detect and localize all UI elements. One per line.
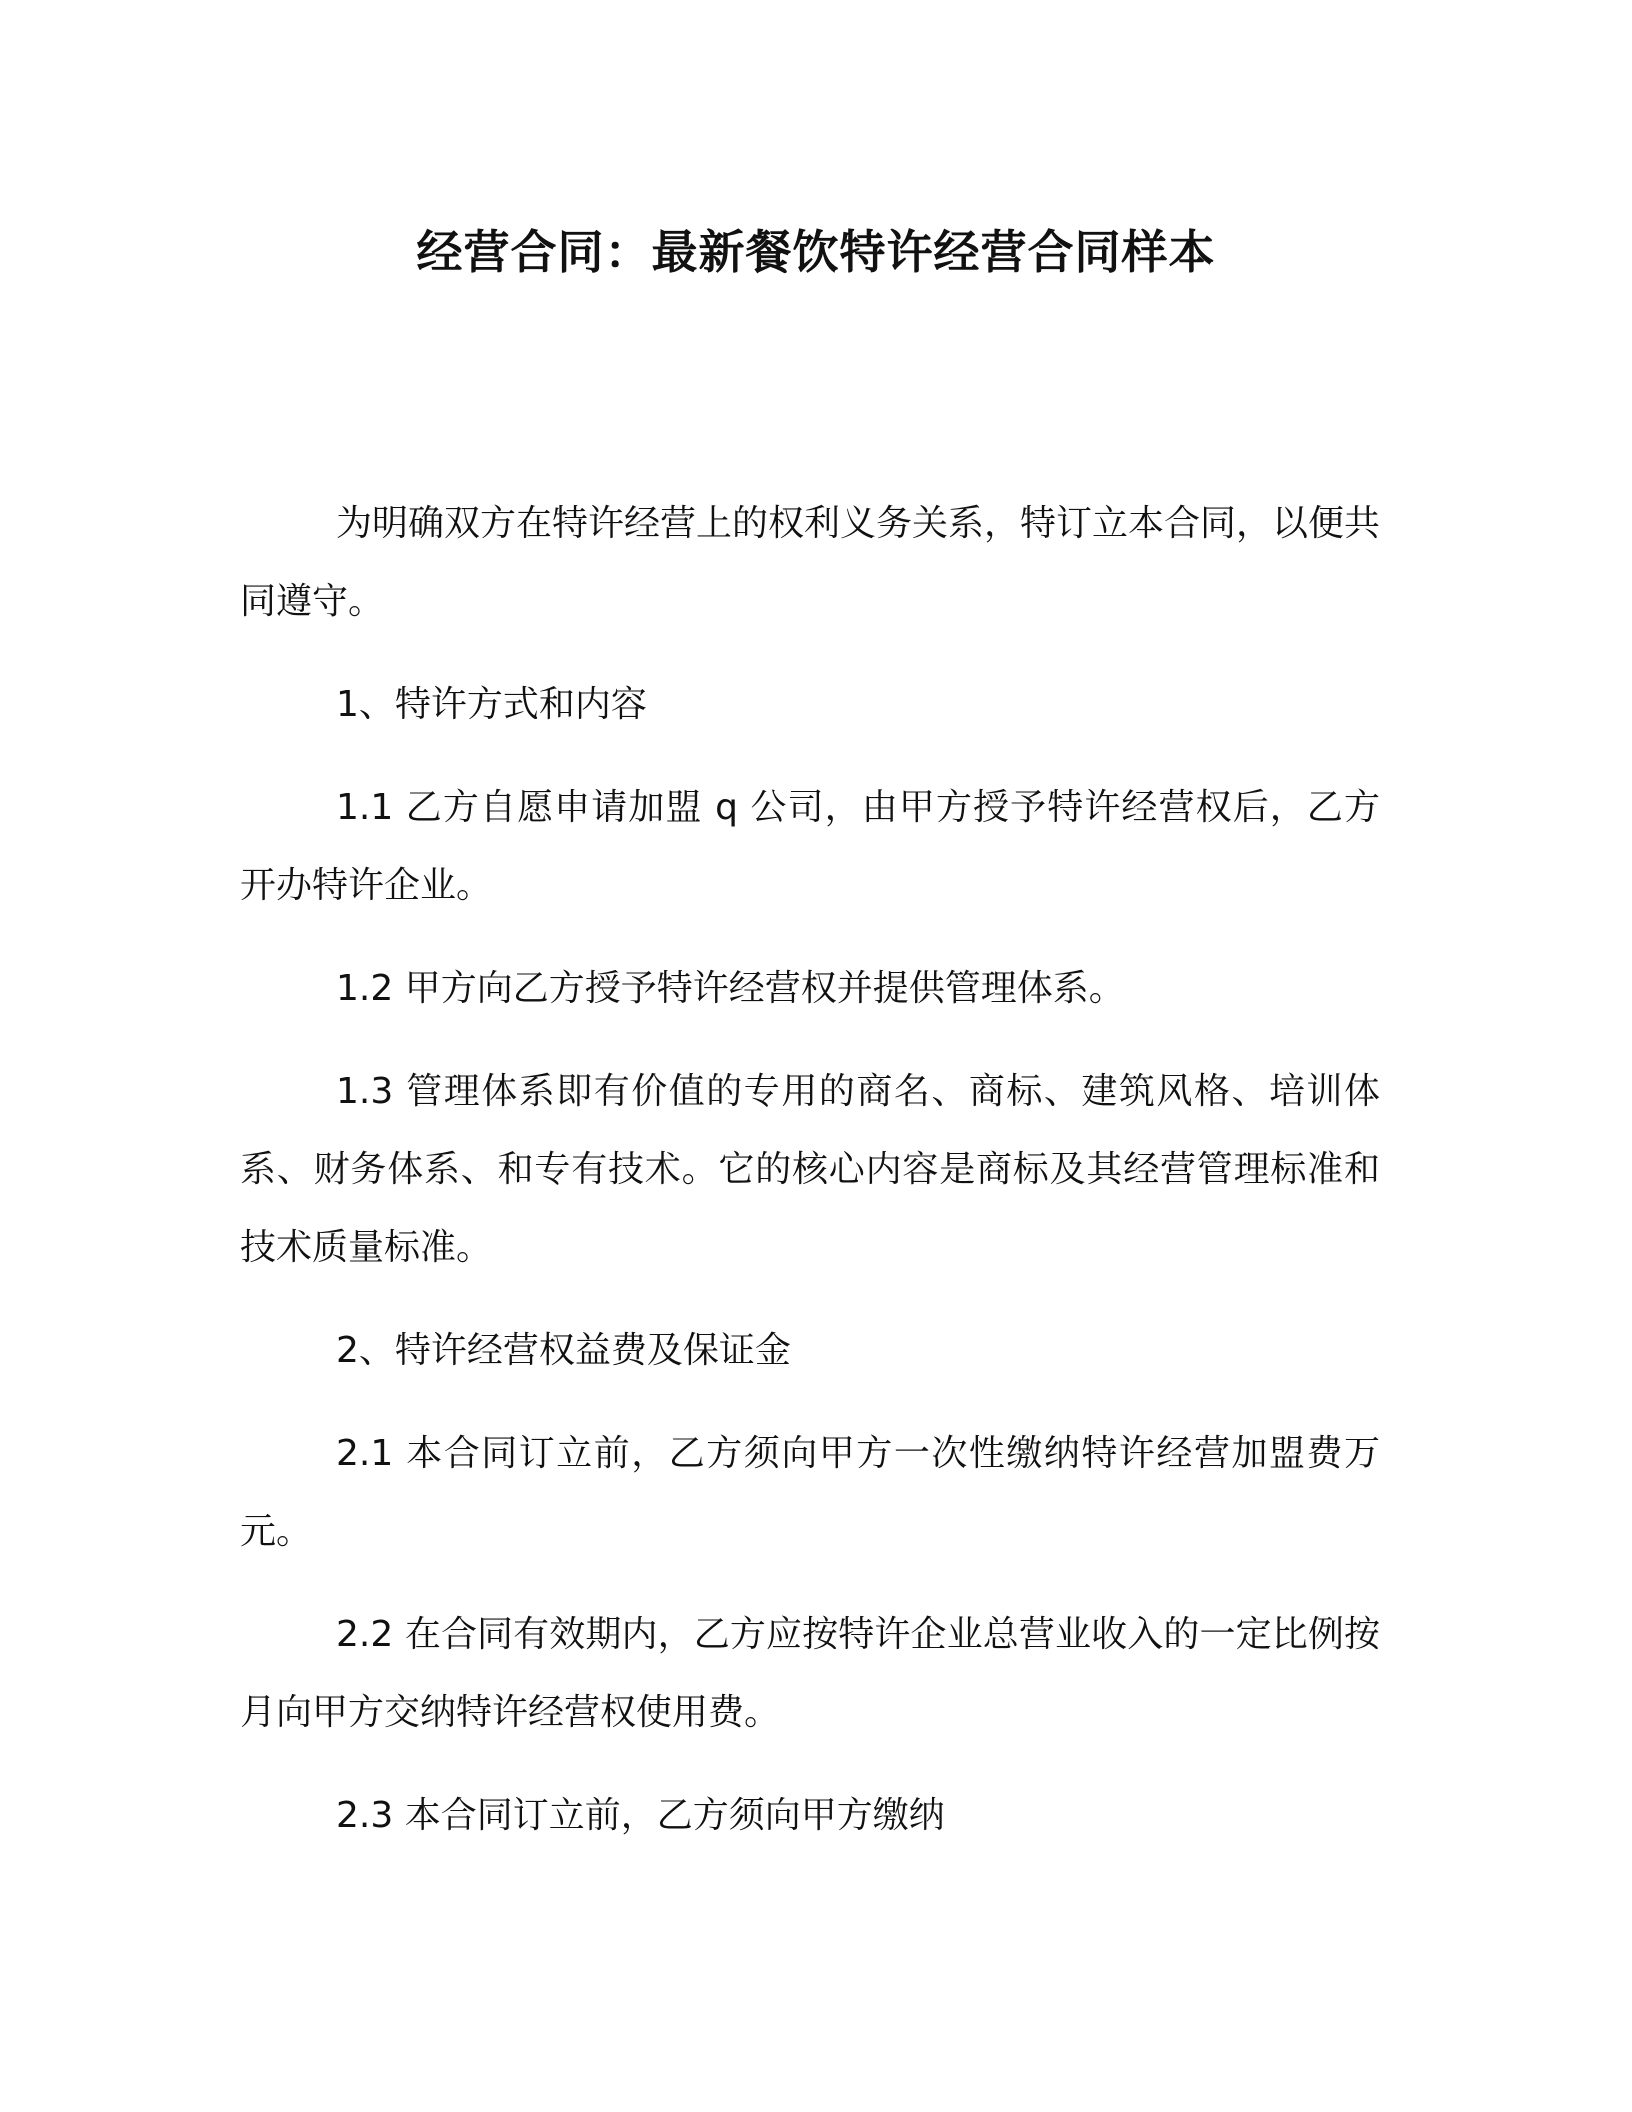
paragraph-intro: 为明确双方在特许经营上的权利义务关系，特订立本合同，以便共同遵守。 (240, 503, 1381, 622)
document-title: 经营合同：最新餐饮特许经营合同样本 (416, 225, 1216, 279)
clause-1-3: 1.3 管理体系即有价值的专用的商名、商标、建筑风格、培训体系、财务体系、和专有技术。它的核心内容是商标及其经营管理标准和技术质量标准。 (240, 1071, 1380, 1268)
clause-1-2: 1.2 甲方向乙方授予特许经营权并提供管理体系。 (336, 968, 1125, 1009)
section-heading-1: 1、特许方式和内容 (336, 684, 647, 725)
clause-2-2: 2.2 在合同有效期内，乙方应按特许企业总营业收入的一定比例按月向甲方交纳特许经营权使用费。 (240, 1614, 1380, 1733)
document-body (240, 485, 1380, 1880)
section-heading-2: 2、特许经营权益费及保证金 (336, 1330, 791, 1371)
clause-1-1: 1.1 乙方自愿申请加盟 q 公司，由甲方授予特许经营权后，乙方开办特许企业。 (240, 787, 1380, 906)
clause-2-3: 2.3 本合同订立前，乙方须向甲方缴纳 (336, 1795, 945, 1836)
clause-2-1: 2.1 本合同订立前，乙方须向甲方一次性缴纳特许经营加盟费万元。 (240, 1433, 1380, 1552)
